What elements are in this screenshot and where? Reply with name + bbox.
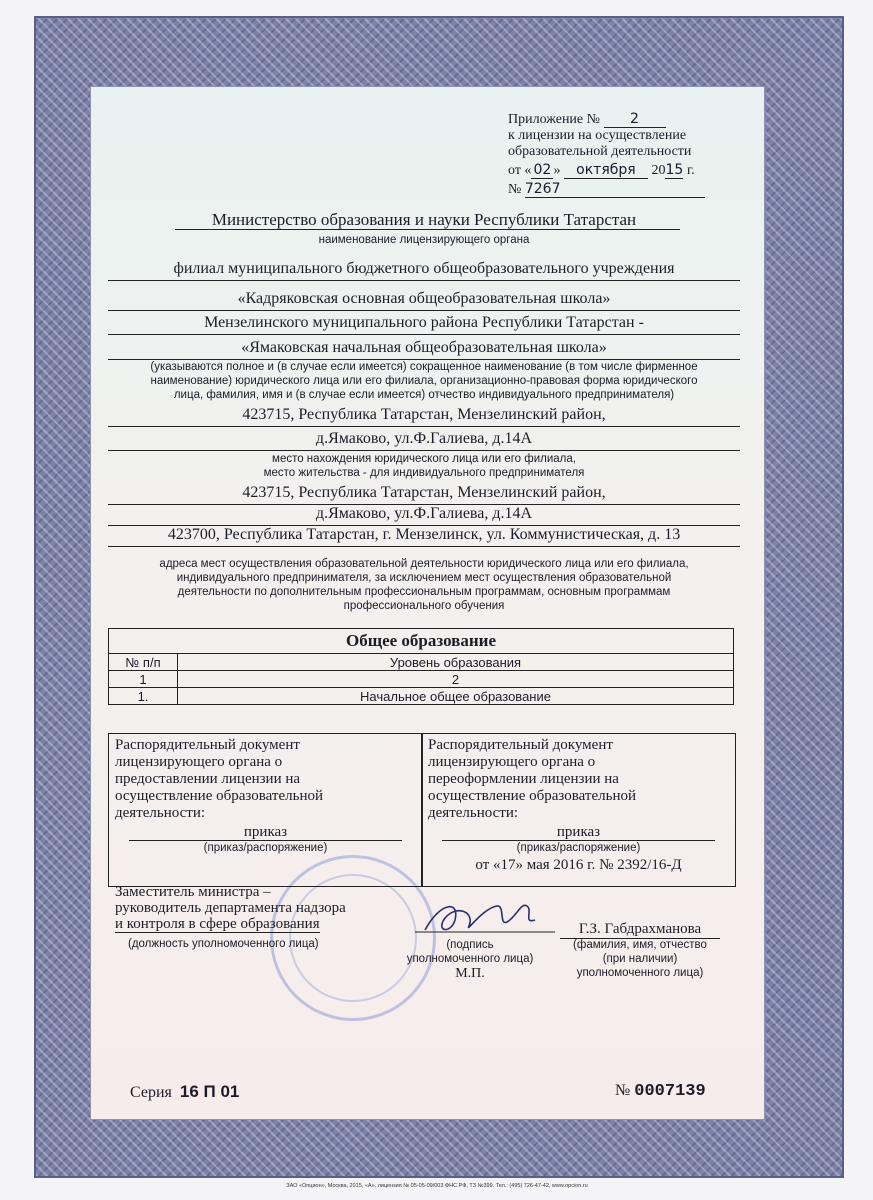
series: Серия 16 П 01 [130, 1082, 240, 1101]
header-level: Уровень образования [178, 654, 734, 671]
grant-doc-caption: (приказ/распоряжение) [203, 842, 328, 854]
appendix-month: октября [564, 162, 648, 179]
signatory-name: Г.З. Габдрахманова [560, 921, 720, 939]
authority-underline [175, 229, 680, 230]
table-cell: 1. [109, 688, 178, 705]
location-caption: место нахождения юридического лица или его филиала, место жительства - для индивидуального предпринимателя [263, 453, 585, 479]
education-table-title: Общее образование [109, 629, 734, 654]
header-number: № п/п [109, 654, 178, 671]
appendix-line2: к лицензии на осуществление [508, 128, 687, 143]
position-caption: (должность уполномоченного лица) [128, 938, 319, 950]
grant-document-box: Распорядительный документ лицензирующего органа о предоставлении лицензии на осуществление образовательной деятельности: приказ (приказ/распоряжение) [108, 733, 423, 887]
location-line1: 423715, Республика Татарстан, Мензелинский район, [108, 404, 740, 427]
appendix-block [508, 111, 718, 198]
reissue-doc-date: от «17» мая 2016 г. № 2392/16-Д [475, 857, 682, 873]
license-number: 7267 [525, 181, 705, 198]
reissue-document-box: Распорядительный документ лицензирующего органа о переоформлении лицензии на осуществление образовательной деятельности: приказ (приказ/распоряжение) от «17» мая 2016 г. № 2392/16-Д [421, 733, 736, 887]
grant-doc-type: приказ [129, 824, 402, 841]
license-number-line: № 7267 [508, 181, 718, 198]
appendix-number-line: Приложение № 2 [508, 111, 718, 128]
table-row [109, 688, 734, 705]
form-number-value: 0007139 [634, 1082, 706, 1101]
activity-line1: 423715, Республика Татарстан, Мензелинский район, [108, 482, 740, 505]
form-number: № 0007139 [615, 1082, 706, 1101]
appendix-line3: образовательной деятельности [508, 144, 692, 159]
org-line1: филиал муниципального бюджетного общеобразовательного учреждения [108, 258, 740, 281]
education-table [108, 628, 734, 705]
authority-name: Министерство образования и науки Республики Татарстан [211, 210, 637, 229]
org-caption: (указываются полное и (в случае если имеется) сокращенное наименование (в том числе фирменное наименование) юридического лица или его филиала, организационно-правовая форма юридического лица, фамилия, имя и (в случае если имеется) отчество индивидуального предпринимателя) [150, 361, 698, 401]
reissue-doc-type: приказ [442, 824, 715, 841]
location-line2: д.Ямаково, ул.Ф.Галиева, д.14А [108, 428, 740, 451]
table-cell: 1 [109, 671, 178, 688]
name-caption: (фамилия, имя, отчество (при наличии) уполномоченного лица) [573, 939, 707, 979]
table-cell: Начальное общее образование [178, 688, 734, 705]
table-row [109, 671, 734, 688]
table-header-row [109, 654, 734, 671]
seal-place-label: М.П. [455, 966, 485, 981]
appendix-date: от « 02 » октября 2015 г. [508, 162, 695, 178]
table-cell: 2 [178, 671, 734, 688]
reissue-doc-caption: (приказ/распоряжение) [516, 842, 641, 854]
appendix-number: 2 [604, 111, 666, 128]
series-value: 16 П 01 [179, 1082, 240, 1101]
printer-footer: ЗАО «Опцион», Москва, 2015, «А», лицензия № 05-05-09/003 ФНС РФ, ТЗ №399. Тел.: (495) 726-47-42, www.opcion.ru [286, 1183, 588, 1189]
authority-caption: наименование лицензирующего органа [318, 234, 530, 246]
signatory-position: Заместитель министра – руководитель департамента надзора и контроля в сфере образования [115, 884, 346, 932]
org-line2: «Кадряковская основная общеобразовательная школа» [108, 288, 740, 311]
activity-line2: д.Ямаково, ул.Ф.Галиева, д.14А [108, 503, 740, 526]
signature-caption: (подпись уполномоченного лица) [406, 939, 534, 965]
activity-caption: адреса мест осуществления образовательной деятельности юридического лица или его филиала, индивидуального предпринимателя, за исключением мест осуществления образовательной деятельности по дополнительным профессиональным программам, основным программам профессионального обучения [159, 558, 689, 612]
appendix-day: 02 [531, 162, 553, 179]
org-line3: Мензелинского муниципального района Республики Татарстан - [108, 312, 740, 335]
org-line4: «Ямаковская начальная общеобразовательная школа» [108, 337, 740, 360]
appendix-year: 15 [665, 162, 684, 178]
signature [405, 892, 565, 942]
activity-line3: 423700, Республика Татарстан, г. Мензелинск, ул. Коммунистическая, д. 13 [108, 524, 740, 547]
